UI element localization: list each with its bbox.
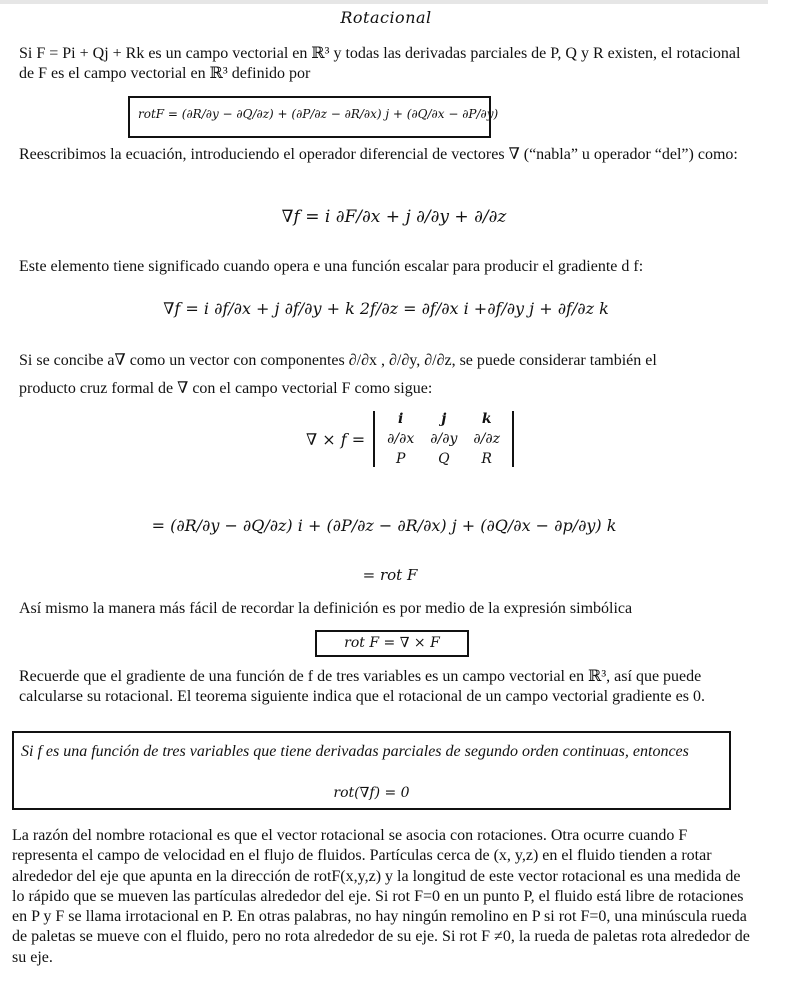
determinant-matrix — [373, 411, 514, 467]
det-cell: R — [481, 451, 492, 467]
symbolic-box — [315, 630, 469, 657]
nabla-equation: ∇f = i ∂F/∂x + j ∂/∂y + ∂/∂z — [281, 207, 507, 227]
det-cell: i — [398, 411, 404, 427]
det-cell: ∂/∂x — [387, 431, 415, 447]
rotF-equation: = rot F — [362, 566, 418, 584]
theorem-box — [12, 731, 731, 810]
rot-equation: rotF = (∂R/∂y − ∂Q/∂z) + (∂P/∂z − ∂R/∂x) j + (∂Q/∂x − ∂P/∂y) — [138, 107, 499, 121]
det-cell: P — [396, 451, 406, 467]
paragraph-symbolic: Así mismo la manera más fácil de recordar la definición es por medio de la expresión simbólica — [19, 600, 633, 617]
det-cell: ∂/∂y — [430, 431, 458, 447]
paragraph-nabla: Reescribimos la ecuación, introduciendo el operador diferencial de vectores ∇ (“nabla” u operador “del”) como: — [19, 146, 738, 163]
paragraph-gradient — [19, 257, 759, 277]
determinant-equation — [306, 411, 514, 467]
det-cell: ∂/∂z — [473, 431, 500, 447]
paragraph-cross-line1: Si se concibe a∇ como un vector con componentes ∂/∂x , ∂/∂y, ∂/∂z, se puede considerar también el — [19, 352, 657, 369]
det-cell: j — [441, 411, 447, 427]
paragraph-physical-meaning: La razón del nombre rotacional es que el vector rotacional se asocia con rotaciones. Otra ocurre cuando F representa el campo de velocidad en el flujo de fluidos. Partículas cerca de (x, y,z) en el fluido tienden a rotar alrededor del eje que apunta en la dirección de rotF(x,y,z) y la longitud de este vector rotacional es una medida de lo rápido que se mueven las partículas alrededor del eje. Si rot F=0 en un punto P, el fluido está libre de rotaciones en P y F se llama irrotacional en P. En otras palabras, no hay ningún remolino en P si rot F=0, una minúscula rueda de paletas se mueve con el fluido, pero no rota alrededor de su eje. Si rot F ≠0, la rueda de paletas rota alrededor de su eje. — [12, 827, 750, 966]
paragraph-definition: Si F = Pi + Qj + Rk es un campo vectorial en ℝ³ y todas las derivadas parciales de P, Q y R existen, el rotacional de F es el campo vectorial en ℝ³ definido por — [19, 45, 741, 82]
gradient-equation: ∇f = i ∂f/∂x + j ∂f/∂y + k 2f/∂z = ∂f/∂x i +∂f/∂y j + ∂f/∂z k — [163, 299, 609, 318]
expanded-equation: = (∂R/∂y − ∂Q/∂z) i + (∂P/∂z − ∂R/∂x) j + (∂Q/∂x − ∂p/∂y) k — [151, 516, 617, 535]
gradient-text: Este elemento tiene significado cuando opera e una función escalar para producir el gradiente d f: — [19, 258, 644, 275]
top-bar — [0, 0, 768, 4]
det-cell: k — [481, 411, 492, 427]
paragraph-cross-line2: producto cruz formal de ∇ con el campo vectorial F como sigue: — [19, 380, 433, 397]
symbolic-equation: rot F = ∇ × F — [344, 635, 440, 651]
theorem-text: Si f es una función de tres variables que tiene derivadas parciales de segundo orden continuas, entonces — [21, 743, 689, 760]
theorem-equation: rot(∇f) = 0 — [333, 785, 410, 801]
det-cell: Q — [438, 451, 450, 467]
page-title: Rotacional — [340, 8, 432, 27]
determinant-lhs: ∇ × f = — [306, 429, 366, 449]
rot-equation-box — [128, 96, 499, 138]
paragraph-gradient-curl: Recuerde que el gradiente de una función de f de tres variables es un campo vectorial en ℝ³, así que puede calcularse su rotacional. El teorema siguiente indica que el rotacional de un campo vectorial gradiente es 0. — [19, 668, 705, 705]
